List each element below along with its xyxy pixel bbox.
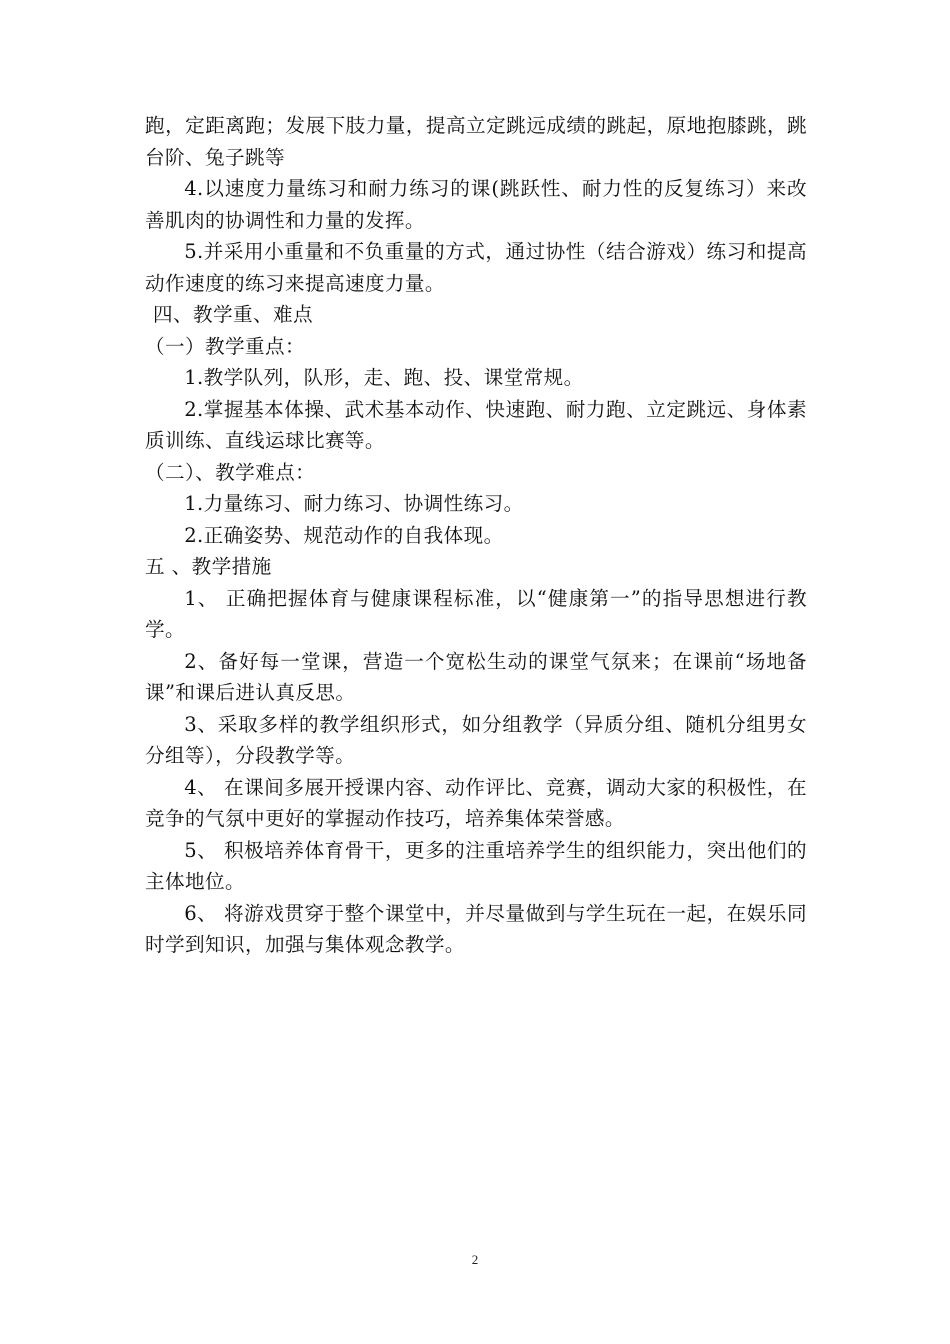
key-point-1: 1.教学队列，队形，走、跑、投、课堂常规。 <box>184 366 584 389</box>
difficulty-2: 2.正确姿势、规范动作的自我体现。 <box>184 523 504 547</box>
measure-4: 4、 在课间多展开授课内容、动作评比、竞赛，调动大家的积极性，在竞争的气氛中更好的掌握动作技巧，培养集体荣誉感。 <box>145 775 807 830</box>
paragraph-continuation: 跑，定距离跑；发展下肢力量，提高立定跳远成绩的跳起，原地抱膝跳，跳台阶、兔子跳等 <box>145 114 807 169</box>
document-body <box>145 110 807 961</box>
measure-1: 1、 正确把握体育与健康课程标准，以“健康第一”的指导思想进行教学。 <box>145 586 807 641</box>
subsection-heading-difficulties: （二）、教学难点： <box>145 460 316 484</box>
section-heading-five: 五 、教学措施 <box>145 555 272 578</box>
measure-5: 5、 积极培养体育骨干，更多的注重培养学生的组织能力，突出他们的主体地位。 <box>145 838 807 893</box>
section-heading-four: 四、教学重、难点 <box>153 303 313 326</box>
paragraph-item-4: 4.以速度力量练习和耐力练习的课(跳跃性、耐力性的反复练习）来改善肌肉的协调性和力量的发挥。 <box>145 177 807 232</box>
key-point-2: 2.掌握基本体操、武术基本动作、快速跑、耐力跑、立定跳远、身体素质训练、直线运球比赛等。 <box>145 397 807 452</box>
difficulty-1: 1.力量练习、耐力练习、协调性练习。 <box>184 492 524 515</box>
subsection-heading-key-points: （一）教学重点： <box>145 334 305 358</box>
measure-2: 2、备好每一堂课，营造一个宽松生动的课堂气氛来；在课前“场地备课”和课后进认真反思。 <box>145 649 807 704</box>
measure-3: 3、采取多样的教学组织形式，如分组教学（异质分组、随机分组男女分组等），分段教学等。 <box>145 712 807 767</box>
page-number: 2 <box>471 1252 479 1267</box>
paragraph-item-5: 5.并采用小重量和不负重量的方式，通过协性（结合游戏）练习和提高动作速度的练习来提高速度力量。 <box>145 240 807 295</box>
measure-6: 6、 将游戏贯穿于整个课堂中，并尽量做到与学生玩在一起，在娱乐同时学到知识，加强与集体观念教学。 <box>145 901 807 956</box>
